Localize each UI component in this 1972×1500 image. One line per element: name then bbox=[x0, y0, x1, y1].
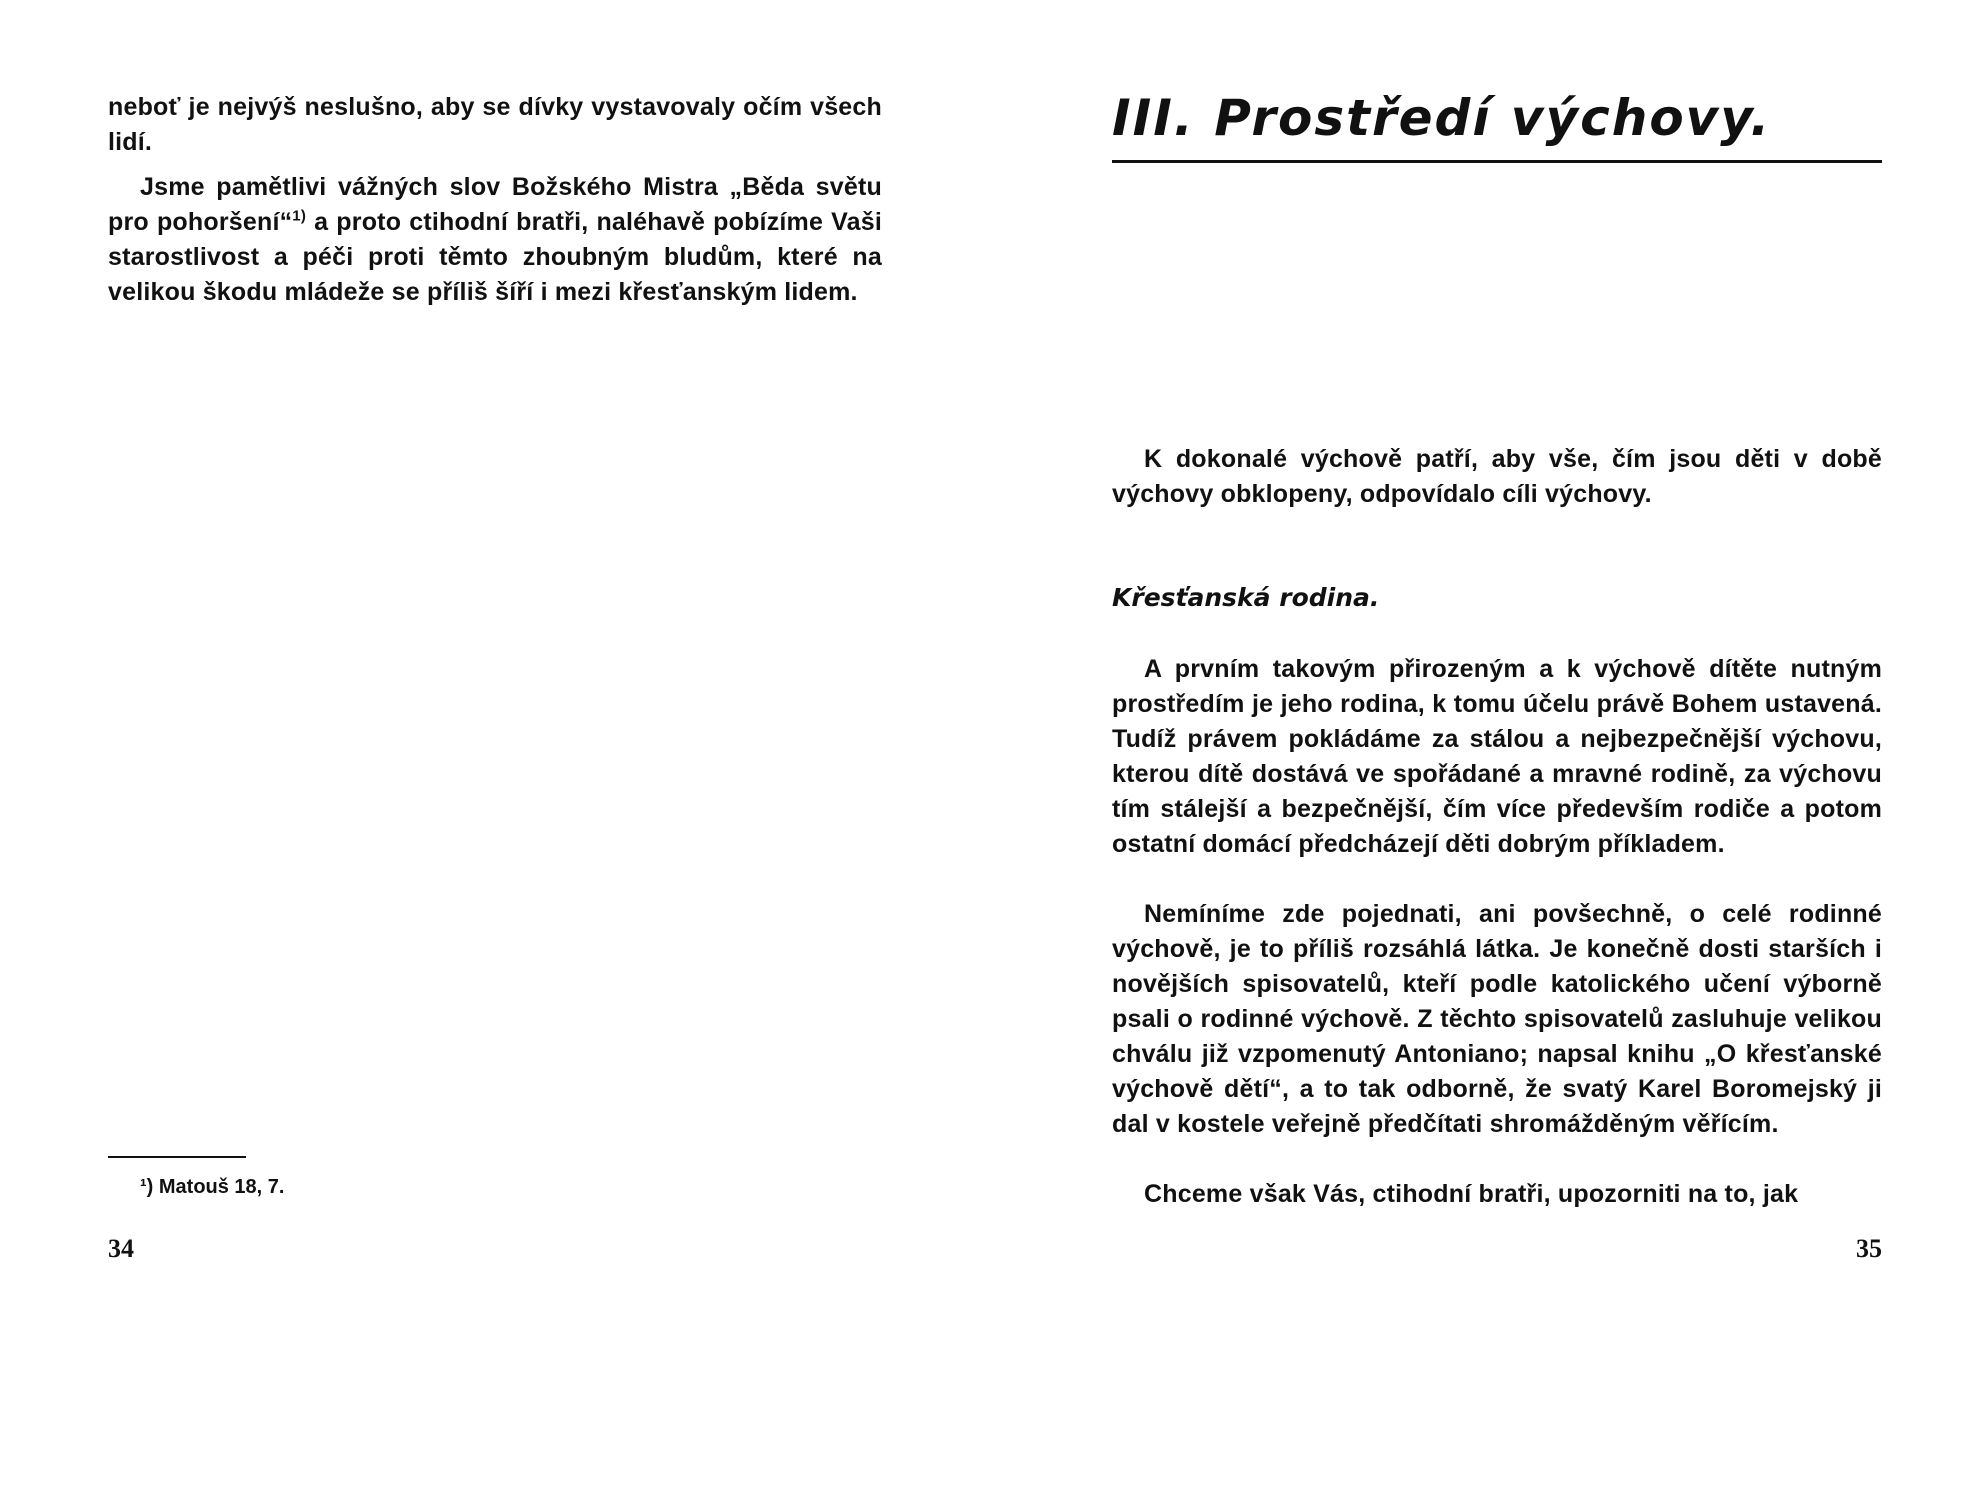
left-paragraph-1: neboť je nejvýš neslušno, aby se dívky vystavovaly očím všech lidí. bbox=[108, 93, 882, 156]
page-number-right: 35 bbox=[1856, 1234, 1882, 1263]
intro-paragraph: K dokonalé výchově patří, aby vše, čím jsou děti v době výchovy obklopeny, odpovídalo cíli výchovy. bbox=[1112, 445, 1882, 508]
right-paragraph-1: A prvním takovým přirozeným a k výchově dítěte nutným prostředím je jeho rodina, k tomu účelu právě Bohem ustavená. Tudíž právem pokládáme za stálou a nejbezpečnější výchovu, kterou dítě dostává ve spořádané a mravné rodině, za výchovu tím stálejší a bezpečnější, čím více především rodiče a potom ostatní domácí předcházejí děti dobrým příkladem. bbox=[1112, 655, 1882, 858]
right-paragraph-2: Nemíníme zde pojednati, ani povšechně, o celé rodinné výchově, je to příliš rozsáhlá látka. Je konečně dosti starších i novějších spisovatelů, kteří podle katolického učení výborně psali o rodinné výchově. Z těchto spisovatelů zasluhuje velikou chválu již vzpomenutý Antoniano; napsal knihu „O křesťanské výchově dětí“, a to tak odborně, že svatý Karel Boromejský ji dal v kostele veřejně předčítati shromážděným věřícím. bbox=[1112, 900, 1882, 1138]
chapter-title: III. Prostředí výchovy. bbox=[1112, 89, 1772, 147]
chapter-title-rule bbox=[1112, 160, 1882, 163]
page-number-left: 34 bbox=[108, 1234, 134, 1263]
left-paragraph-2 bbox=[108, 170, 882, 310]
footnote-divider bbox=[108, 1156, 246, 1158]
left-paragraph-2-text-a: Jsme pamětlivi vážných slov Božského Mistra „Běda světu pro pohoršení“ bbox=[108, 173, 882, 236]
footnote-reference: 1) bbox=[292, 207, 307, 225]
footnote: ¹) Matouš 18, 7. bbox=[140, 1176, 285, 1198]
section-heading: Křesťanská rodina. bbox=[1112, 583, 1380, 612]
right-paragraph-3: Chceme však Vás, ctihodní bratři, upozorniti na to, jak bbox=[1144, 1180, 1799, 1208]
left-paragraph-2-text-b: a proto ctihodní bratři, naléhavě pobízíme Vaši starostlivost a péči proti těmto zhoubným bludům, které na velikou škodu mládeže se příliš šíří i mezi křesťanským lidem. bbox=[108, 208, 882, 306]
